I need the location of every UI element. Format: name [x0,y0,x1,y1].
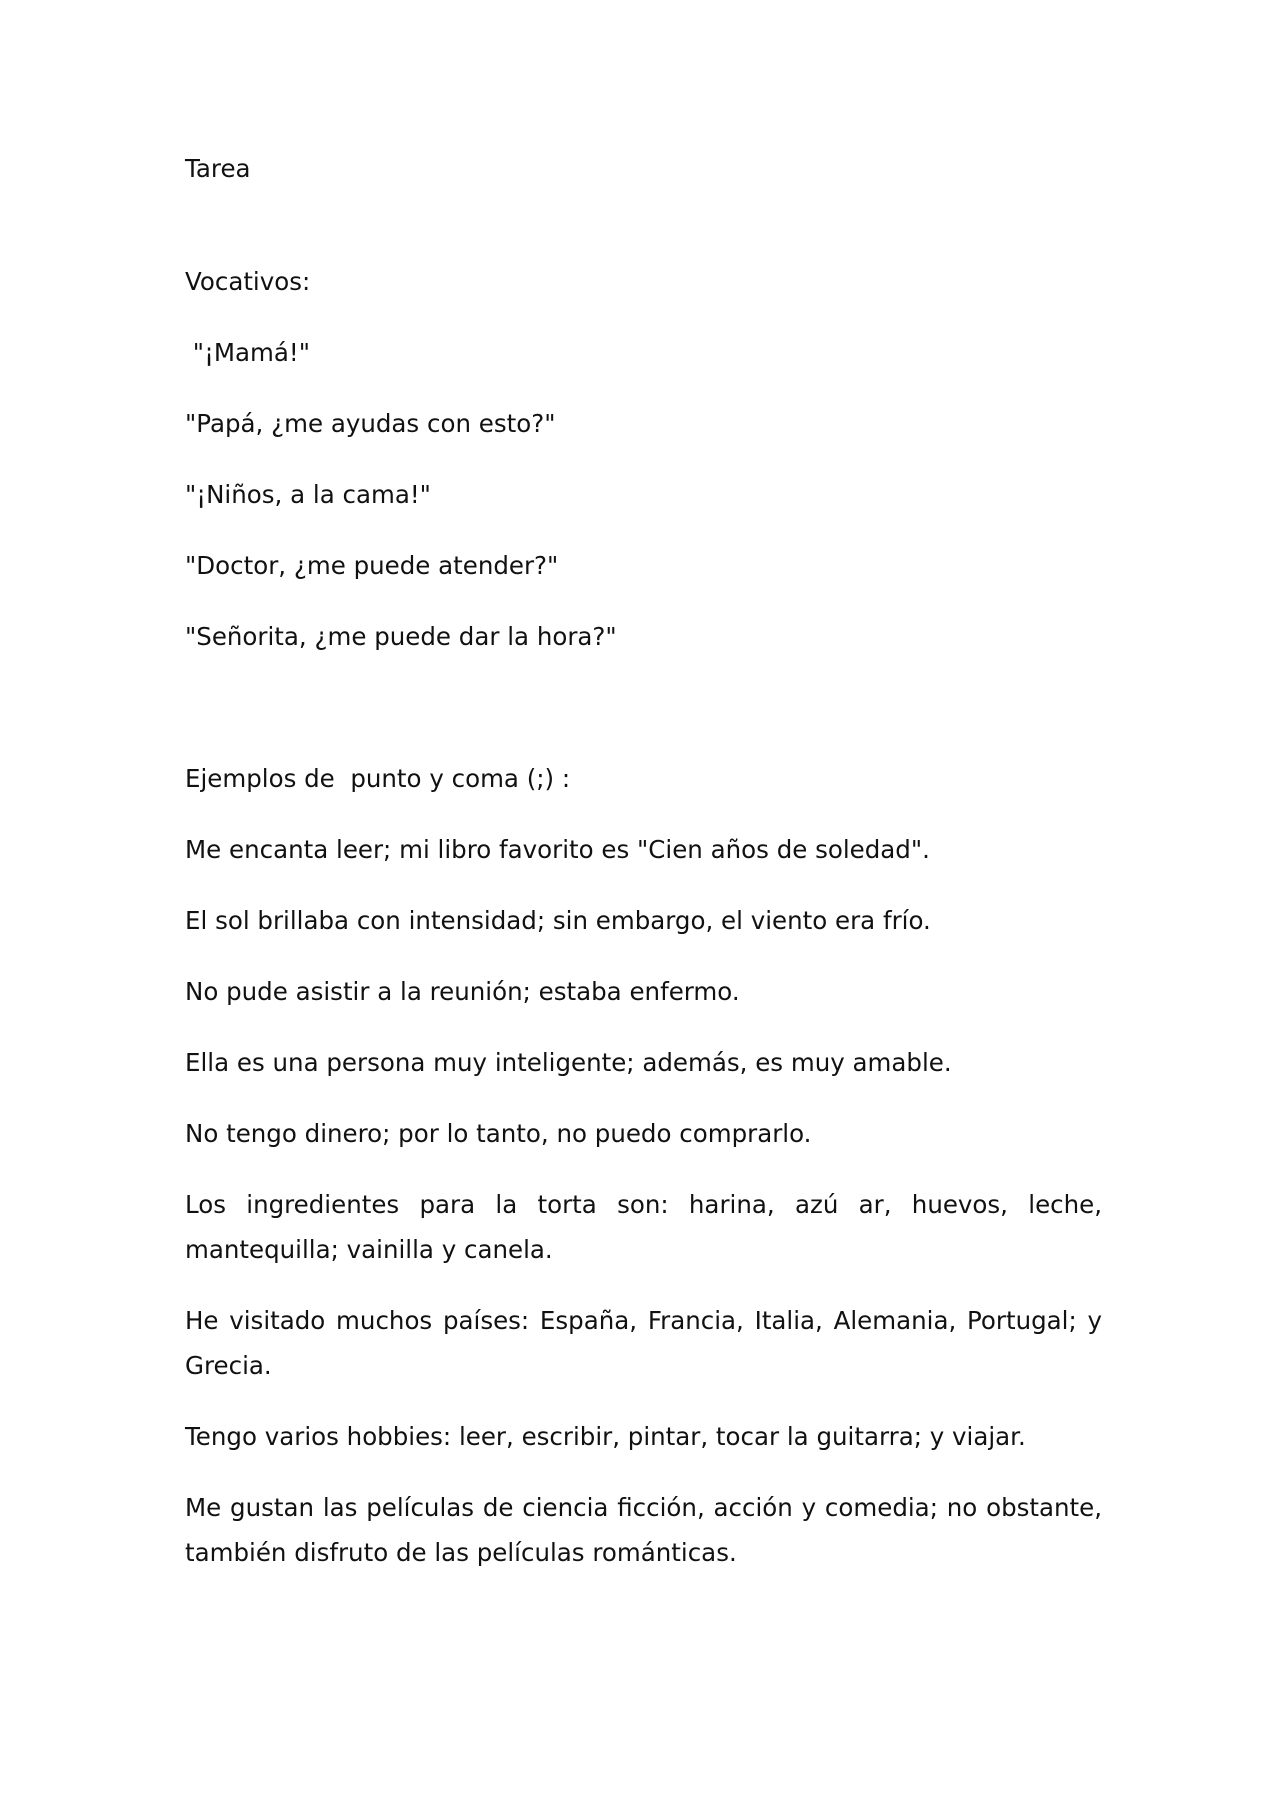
document-title: Tarea [185,154,251,183]
document-body [185,146,1110,1601]
vocativo-example: "¡Mamá!" [185,338,311,367]
punto-y-coma-example: Tengo varios hobbies: leer, escribir, pintar, tocar la guitarra; y viajar. [185,1422,1026,1451]
vocativo-example: "¡Niños, a la cama!" [185,480,431,509]
punto-y-coma-example: El sol brillaba con intensidad; sin embargo, el viento era frío. [185,906,931,935]
punto-y-coma-example: No tengo dinero; por lo tanto, no puedo comprarlo. [185,1119,812,1148]
punto-y-coma-example: Me gustan las películas de ciencia ficción, acción y comedia; no obstante, también disfruto de las películas románticas. [185,1493,1110,1567]
punto-y-coma-example: He visitado muchos países: España, Francia, Italia, Alemania, Portugal; y Grecia. [185,1306,1110,1380]
vocativos-heading: Vocativos: [185,267,311,296]
punto-y-coma-heading: Ejemplos de punto y coma (;) : [185,764,571,793]
vocativo-example: "Señorita, ¿me puede dar la hora?" [185,622,617,651]
punto-y-coma-example: Ella es una persona muy inteligente; además, es muy amable. [185,1048,952,1077]
vocativo-example: "Doctor, ¿me puede atender?" [185,551,559,580]
punto-y-coma-example: No pude asistir a la reunión; estaba enfermo. [185,977,740,1006]
punto-y-coma-example: Me encanta leer; mi libro favorito es "Cien años de soledad". [185,835,930,864]
vocativo-example: "Papá, ¿me ayudas con esto?" [185,409,556,438]
punto-y-coma-example: Los ingredientes para la torta son: harina, azú ar, huevos, leche, mantequilla; vainilla y canela. [185,1190,1110,1264]
